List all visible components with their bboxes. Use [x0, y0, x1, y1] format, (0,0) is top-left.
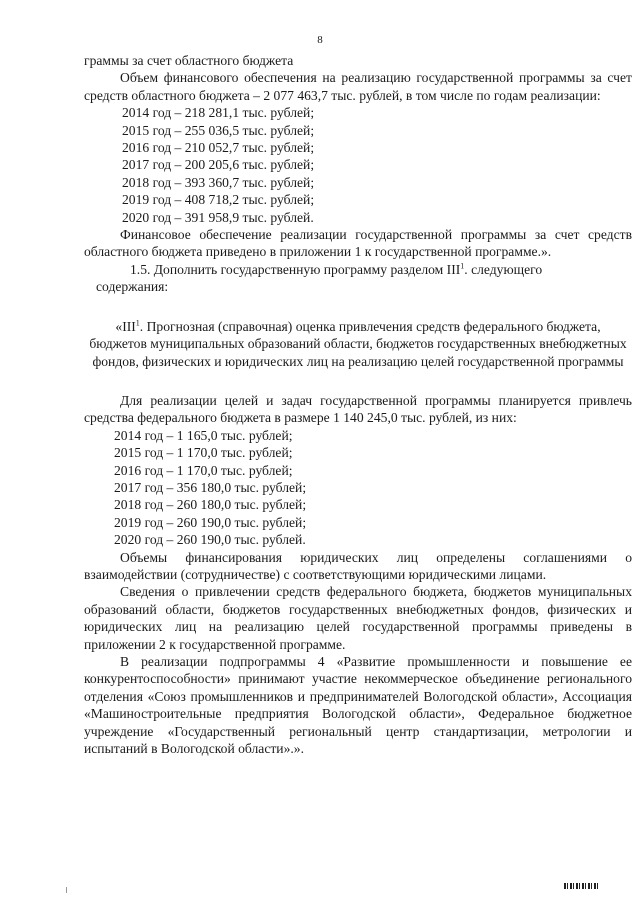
item-1-5-text: 1.5. Дополнить государственную программу разделом III: [130, 261, 461, 277]
paragraph-appendix-1: Финансовое обеспечение реализации государственной программы за счет средств областного бюджета приведено в приложении 1 к государственной программе.».: [84, 227, 632, 260]
paragraph-legal-entities: Объемы финансирования юридических лиц определены соглашениями о взаимодействии (сотрудничестве) с соответствующими юридическими лицами.: [84, 549, 632, 582]
document-body: [84, 52, 632, 757]
barcode-mark: [564, 883, 598, 889]
list-item: 2016 год – 210 052,7 тыс. рублей;: [122, 140, 315, 156]
paragraph-continuation: граммы за счет областного бюджета: [84, 53, 294, 68]
list-item: 2019 год – 260 190,0 тыс. рублей;: [114, 514, 307, 530]
paragraph-appendix-2: Сведения о привлечении средств федерального бюджета, бюджетов муниципальных образований области, бюджетов государственных внебюджетных фондов, физических и юридических лиц на реализацию целей государственной программы приведены в приложении 2 к государственной программе.: [84, 584, 632, 652]
list-item: 2020 год – 260 190,0 тыс. рублей.: [114, 532, 306, 548]
paragraph-subprogram-4: В реализации подпрограммы 4 «Развитие промышленности и повышение ее конкурентоспособности» принимают участие некоммерческое объединение регионального отделения «Союз промышленников и предпринимателей Вологодской области», Ассоциация «Машиностроительные предприятия Вологодской области», Федеральное бюджетное учреждение «Государственный региональный центр стандартизации, метрологии и испытаний в Вологодской области».».: [84, 654, 632, 757]
list-item: 2017 год – 356 180,0 тыс. рублей;: [114, 479, 307, 495]
federal-years-list: [84, 427, 632, 549]
margin-mark: [66, 887, 67, 893]
list-item: 2019 год – 408 718,2 тыс. рублей;: [122, 192, 315, 208]
section-heading-sup: 1: [135, 318, 140, 328]
item-1-5: [84, 261, 632, 278]
item-1-5-sup: 1: [460, 261, 465, 271]
list-item: 2014 год – 218 281,1 тыс. рублей;: [122, 105, 315, 121]
section-heading: [84, 318, 632, 370]
item-1-5-continuation: содержания:: [96, 279, 169, 295]
list-item: 2017 год – 200 205,6 тыс. рублей;: [122, 157, 315, 173]
list-item: 2018 год – 393 360,7 тыс. рублей;: [122, 174, 315, 190]
item-1-5-text-end: . следующего: [464, 261, 543, 277]
paragraph-federal-total: Для реализации целей и задач государственной программы планируется привлечь средства федерального бюджета в размере 1 140 245,0 тыс. рублей, из них:: [84, 392, 632, 426]
page-number: 8: [317, 34, 323, 46]
list-item: 2016 год – 1 170,0 тыс. рублей;: [114, 462, 293, 478]
list-item: 2018 год – 260 180,0 тыс. рублей;: [114, 497, 307, 513]
section-heading-number: «III: [115, 318, 136, 334]
section-heading-title: . Прогнозная (справочная) оценка привлечения средств федерального бюджета, бюджетов муниципальных образований области, бюджетов государственных внебюджетных фондов, физических и юридических лиц на реализацию целей государственной программы: [89, 318, 627, 369]
list-item: 2020 год – 391 958,9 тыс. рублей.: [122, 209, 314, 225]
regional-years-list: [84, 104, 632, 226]
list-item: 2015 год – 255 036,5 тыс. рублей;: [122, 122, 315, 138]
list-item: 2015 год – 1 170,0 тыс. рублей;: [114, 445, 293, 461]
paragraph-regional-total: Объем финансового обеспечения на реализацию государственной программы за счет средств областного бюджета – 2 077 463,7 тыс. рублей, в том числе по годам реализации:: [84, 70, 632, 103]
list-item: 2014 год – 1 165,0 тыс. рублей;: [114, 427, 293, 443]
